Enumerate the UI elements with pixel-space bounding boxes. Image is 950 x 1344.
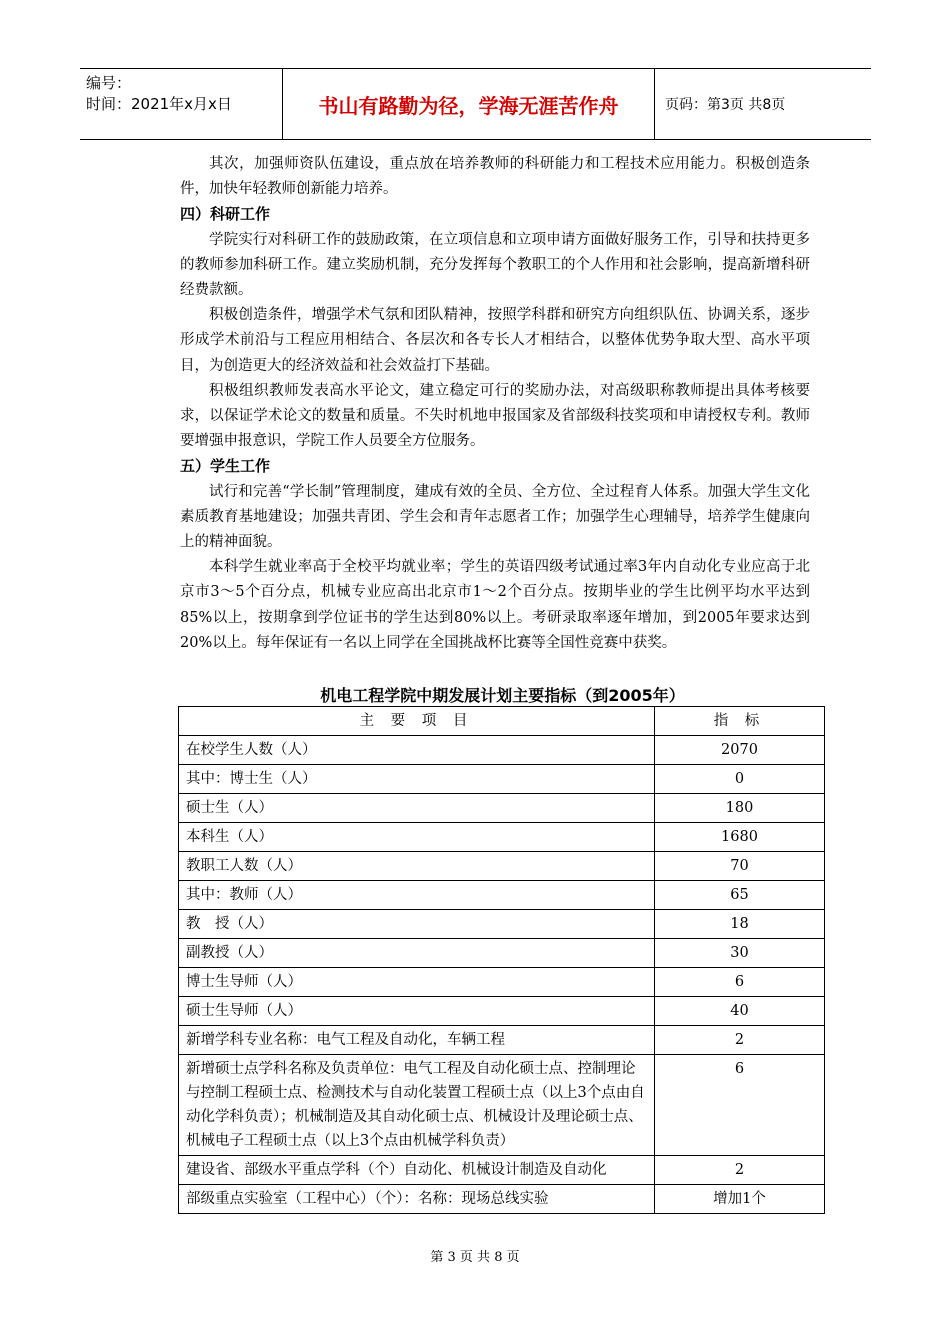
row-item: 在校学生人数（人） [179,736,655,765]
row-value: 6 [655,1055,825,1156]
table-row [179,852,825,881]
paragraph: 试行和完善“学长制”管理制度，建成有效的全员、全方位、全过程育人体系。加强大学生文化素质教育基地建设；加强共青团、学生会和青年志愿者工作；加强学生心理辅导，培养学生健康向上的精神面貌。 [180,483,810,551]
row-value: 6 [655,968,825,997]
body-content [180,152,810,656]
header-page-number: 页码：第3页 共8页 [665,97,786,113]
row-item: 硕士生（人） [179,794,655,823]
table-header-row [179,707,825,736]
paragraph: 积极创造条件，增强学术气氛和团队精神，按照学科群和研究方向组织队伍、协调关系，逐步形成学术前沿与工程应用相结合、各层次和各专长人才相结合，以整体优势争取大型、高水平项目，为创造更大的经济效益和社会效益打下基础。 [180,307,810,374]
page-header [80,68,871,140]
column-header-item: 主 要 项 目 [179,707,655,736]
row-item: 副教授（人） [179,939,655,968]
row-value: 0 [655,765,825,794]
row-value: 2 [655,1026,825,1055]
section-heading-research: 四）科研工作 [180,205,271,224]
row-value: 2 [655,1156,825,1185]
row-item: 新增学科专业名称：电气工程及自动化，车辆工程 [179,1026,655,1055]
row-item: 建设省、部级水平重点学科（个）自动化、机械设计制造及自动化 [179,1156,655,1185]
row-value: 增加1个 [655,1185,825,1214]
table-row [179,823,825,852]
table-row [179,1026,825,1055]
row-item: 教职工人数（人） [179,852,655,881]
header-motto: 书山有路勤为径，学海无涯苦作舟 [283,69,655,139]
table-row [179,968,825,997]
indicators-table [178,706,825,1214]
row-item: 博士生导师（人） [179,968,655,997]
row-item: 其中：教师（人） [179,881,655,910]
row-value: 40 [655,997,825,1026]
paragraph: 本科学生就业率高于全校平均就业率；学生的英语四级考试通过率3年内自动化专业应高于北京市3～5个百分点，机械专业应高出北京市1～2个百分点。按期毕业的学生比例平均水平达到85%以上，按期拿到学位证书的学生达到80%以上。考研录取率逐年增加，到2005年要求达到20%以上。每年保证有一名以上同学在全国挑战杯比赛等全国性竞赛中获奖。 [180,559,810,651]
row-item: 本科生（人） [179,823,655,852]
page-footer: 第 3 页 共 8 页 [430,1250,520,1265]
row-item: 其中：博士生（人） [179,765,655,794]
table-row [179,939,825,968]
row-value: 30 [655,939,825,968]
row-value: 1680 [655,823,825,852]
doc-time-label: 时间：2021年x月x日 [86,95,232,113]
table-row [179,1156,825,1185]
row-item: 硕士生导师（人） [179,997,655,1026]
table-row [179,997,825,1026]
table-row [179,794,825,823]
row-item: 部级重点实验室（工程中心）（个）：名称：现场总线实验 [179,1185,655,1214]
table-row [179,910,825,939]
table-row [179,1055,825,1156]
header-meta [80,69,283,139]
section-heading-students: 五）学生工作 [180,457,271,476]
paragraph: 学院实行对科研工作的鼓励政策，在立项信息和立项申请方面做好服务工作，引导和扶持更多的教师参加科研工作。建立奖励机制，充分发挥每个教职工的个人作用和社会影响，提高新增科研经费款额。 [180,231,810,299]
row-value: 2070 [655,736,825,765]
doc-number-label: 编号： [86,74,132,92]
table-row [179,881,825,910]
paragraph: 积极组织教师发表高水平论文，建立稳定可行的奖励办法，对高级职称教师提出具体考核要求，以保证学术论文的数量和质量。不失时机地申报国家及省部级科技奖项和申请授权专利。教师要增强申报意识，学院工作人员要全方位服务。 [180,382,810,450]
table-row [179,765,825,794]
row-item: 新增硕士点学科名称及负责单位：电气工程及自动化硕士点、控制理论与控制工程硕士点、检测技术与自动化装置工程硕士点（以上3个点由自动化学科负责）；机械制造及其自动化硕士点、机械设计及理论硕士点、机械电子工程硕士点（以上3个点由机械学科负责） [179,1055,655,1156]
row-item: 教 授（人） [179,910,655,939]
row-value: 180 [655,794,825,823]
row-value: 65 [655,881,825,910]
column-header-value: 指 标 [655,707,825,736]
table-row [179,1185,825,1214]
row-value: 70 [655,852,825,881]
table-row [179,736,825,765]
row-value: 18 [655,910,825,939]
table-title: 机电工程学院中期发展计划主要指标（到2005年） [320,686,685,705]
paragraph: 其次，加强师资队伍建设，重点放在培养教师的科研能力和工程技术应用能力。积极创造条件，加快年轻教师创新能力培养。 [180,156,810,198]
